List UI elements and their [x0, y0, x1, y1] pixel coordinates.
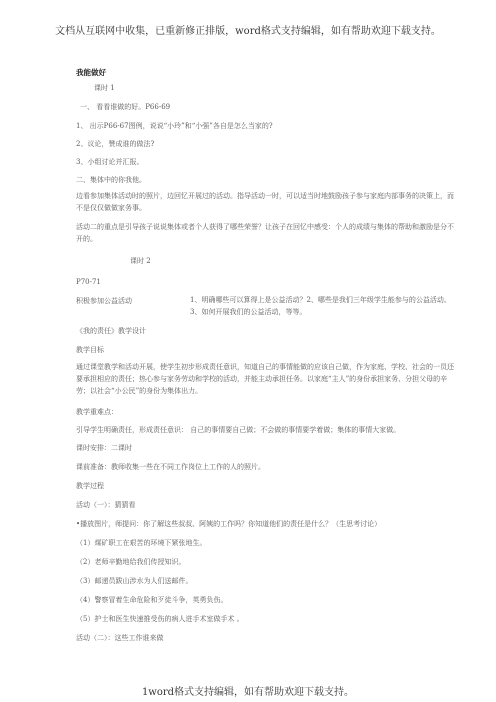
- list-item: （5）护士和医生快速推受伤的病人进手术室做手术 。: [76, 615, 244, 623]
- list-item: （4）警察冒着生命危险和歹徒斗争，英勇负伤。: [76, 596, 228, 604]
- text-line: 引导学生明确责任，形成责任意识： 自己的事情要自己做；不会做的事情要学着做；集体的事情大家做。: [76, 426, 401, 434]
- list-item: （2）老师辛勤地给我们传授知识。: [76, 558, 186, 566]
- lesson-label: 课时 1: [94, 84, 115, 92]
- text-line: •播放图片，师提问：你了解这些叔叔、阿姨的工作吗？你知道他们的责任是什么？（生思考讨论）: [76, 520, 382, 528]
- text-line: 1、 出示P66-67图例，说说“小玲”和“小强”各自是怎么当家的?: [76, 122, 273, 130]
- paragraph: 边看参加集体活动时的照片，边回忆开展过的活动。指导活动一时，可以适当时地鼓励孩子参与家庭内部事务的决策上，而不是仅仅做做家务事。: [76, 192, 454, 212]
- section-title: 我能做好: [76, 68, 106, 77]
- text-line: 2、议论，赞成谁的做法?: [76, 140, 155, 148]
- paragraph: 1、明确哪些可以算得上是公益活动？2、哪些是我们三年级学生能参与的公益活动。3、如何开展我们的公益活动，等等。: [190, 296, 451, 316]
- paragraph: 通过课堂教学和活动开展，使学生初步形成责任意识，知道自己的事情能做的应该自己做，作为家庭、学校、社会的一员还要承担相应的责任；热心参与家务劳动和学校的活动，并能主动承担任务。以家庭“主人”的身份承担家务、分担父母的辛劳；以社会“小公民”的身份为集体出力。: [76, 363, 454, 395]
- lesson-label: 课时 2: [130, 257, 151, 265]
- page-footer: 1word格式支持编辑，如有帮助欢迎下载支持。: [141, 687, 355, 698]
- heading: 教学过程: [76, 482, 104, 490]
- text-line: 一、 看看谁做的好。P66-69: [80, 103, 171, 111]
- text-line: 活动（二）：这些工作谁来做: [76, 634, 164, 642]
- page-ref: P70-71: [76, 278, 101, 286]
- paragraph: 活动二的重点是引导孩子说说集体或者个人获得了哪些荣誉？让孩子在回忆中感受：个人的成绩与集体的帮助和激励是分不开的。: [76, 223, 454, 243]
- heading: 教学目标: [76, 346, 104, 354]
- list-item: （1）煤矿职工在艰苦的环境下紧张地生。: [76, 539, 207, 547]
- list-item: （3）邮递员跋山涉水为人们送邮件。: [76, 577, 193, 585]
- page-header: 文档从互联网中收集，已重新修正排版，word格式支持编辑，如有帮助欢迎下载支持。: [55, 26, 441, 37]
- subtitle: 《我的责任》教学设计: [76, 327, 146, 335]
- text-line: 活动（一）：猜猜看: [76, 501, 136, 509]
- heading: 教学重难点：: [76, 408, 118, 416]
- text-line: 二、集体中的你我他。: [76, 176, 146, 184]
- text-line: 积极参加公益活动: [76, 297, 132, 305]
- text-line: 3、小组讨论并汇报。: [76, 158, 144, 166]
- text-line: 课前准备：教师收集一些在不同工作岗位上工作的人的照片。: [76, 463, 265, 471]
- text-line: 课时安排：二课时: [76, 444, 132, 452]
